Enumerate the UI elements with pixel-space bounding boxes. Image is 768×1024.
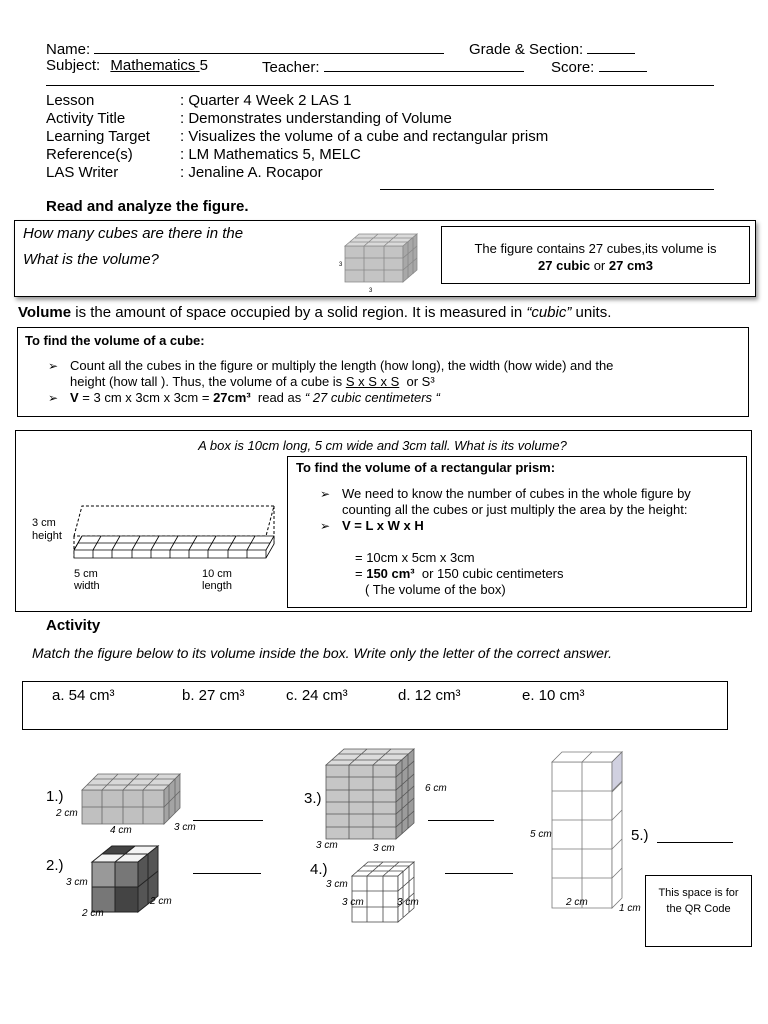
choice-d: d. 12 cm³ [398,687,461,704]
figure-1-number: 1.) [46,788,64,805]
prism-bullets [320,486,735,534]
cube-bullets [48,358,738,406]
figure-1-height: 2 cm [56,808,78,819]
box-prism-figure [74,500,284,580]
figure-5-width: 2 cm [566,897,588,908]
prism-question: A box is 10cm long, 5 cm wide and 3cm tall. What is its volume? [198,438,567,453]
figure-2-depth: 2 cm [150,896,172,907]
score-row [551,57,647,76]
info-row: Learning Target : Visualizes the volume of a cube and rectangular prism [46,128,549,145]
subject-row [46,57,208,74]
answer-text: The figure contains 27 cubes,its volume is 27 cubic or 27 cm3 [474,241,717,273]
info-row: LAS Writer : Jenaline A. Rocapor [46,164,323,181]
prism-bullet-1: ➢ We need to know the number of cubes in the whole figure by counting all the cubes or just multiply the area by the height: [320,486,735,518]
info-row: Lesson : Quarter 4 Week 2 LAS 1 [46,92,352,109]
figure-5-number: 5.) [631,827,649,844]
answer-line-3[interactable] [428,820,494,821]
subject-value: Mathematics [110,57,196,74]
info-row: Reference(s) : LM Mathematics 5, MELC [46,146,361,163]
subject-number: 5 [199,57,208,74]
choices-box [22,681,728,730]
question-line-1: How many cubes are there in the [23,225,244,242]
info-divider [380,189,714,190]
figure-3-width: 3 cm [316,840,338,851]
figure-1-length: 4 cm [110,825,132,836]
prism-title: To find the volume of a rectangular prism: [296,460,556,475]
cube-bottom-label: 3 [369,288,373,294]
teacher-row [262,57,524,76]
name-row [46,39,444,58]
name-label: Name: [46,41,91,58]
figure-4-depth: 3 cm [397,897,419,908]
choice-c: c. 24 cm³ [286,687,348,704]
cube-side-label: 3 [339,262,343,268]
teacher-field[interactable] [324,57,524,72]
prism-height-label: 3 cm height [32,517,62,542]
figure-3-prism [326,749,422,841]
question-line-2: What is the volume? [23,251,159,268]
figure-4-number: 4.) [310,861,328,878]
prism-length-label: 10 cm length [202,568,232,592]
choice-b: b. 27 cm³ [182,687,245,704]
volume-definition: Volume is the amount of space occupied by a solid region. It is measured in “cubic” units. [18,304,612,321]
prism-width-label: 5 cm width [74,568,100,592]
grade-field[interactable] [587,39,635,54]
figure-1-width: 3 cm [174,822,196,833]
figure-3-height: 6 cm [425,783,447,794]
cube-bullet-1: ➢ Count all the cubes in the figure or multiply the length (how long), the width (how wide) and the height (how tall ). Thus, the volume of a cube is S x S x S or S³ [48,358,738,390]
answer-line-5[interactable] [657,842,733,843]
figure-2-width: 2 cm [82,908,104,919]
answer-line-1[interactable] [193,820,263,821]
teacher-label: Teacher: [262,59,320,76]
figure-4-width: 3 cm [342,897,364,908]
choice-a: a. 54 cm³ [52,687,115,704]
read-heading: Read and analyze the figure. [46,198,249,215]
figure-3-depth: 3 cm [373,843,395,854]
info-row: Activity Title : Demonstrates understanding of Volume [46,110,452,127]
prism-formula: ➢ V = L x W x H [320,518,735,534]
score-label: Score: [551,59,595,76]
figure-4-height: 3 cm [326,879,348,890]
grade-row [469,39,635,58]
grade-label: Grade & Section: [469,41,584,58]
header-divider [46,85,714,86]
name-field[interactable] [94,39,444,54]
activity-heading: Activity [46,617,101,634]
figure-3-number: 3.) [304,790,322,807]
figure-5-height: 5 cm [530,829,552,840]
answer-line-2[interactable] [193,873,261,874]
info-table [46,92,548,182]
figure-2-height: 3 cm [66,877,88,888]
choice-e: e. 10 cm³ [522,687,585,704]
cube-27-figure [345,232,435,292]
figure-1-prism [82,772,192,824]
activity-instruction: Match the figure below to its volume inside the box. Write only the letter of the correct answer. [32,645,612,661]
answer-line-4[interactable] [445,873,513,874]
figure-4-cube [352,862,422,924]
subject-label: Subject: [46,57,101,74]
figure-2-number: 2.) [46,857,64,874]
cube-bullet-2: ➢ V = 3 cm x 3cm x 3cm = 27cm³ read as “ 27 cubic centimeters “ [48,390,738,406]
prism-steps: = 10cm x 5cm x 3cm = 150 cm³ or 150 cubic centimeters ( The volume of the box) [355,550,564,597]
figure-5-prism [550,750,630,910]
score-field[interactable] [599,57,647,72]
cube-box-title: To find the volume of a cube: [25,333,205,348]
qr-code-text: This space is for the QR Code [658,887,739,915]
figure-5-depth: 1 cm [619,903,641,914]
